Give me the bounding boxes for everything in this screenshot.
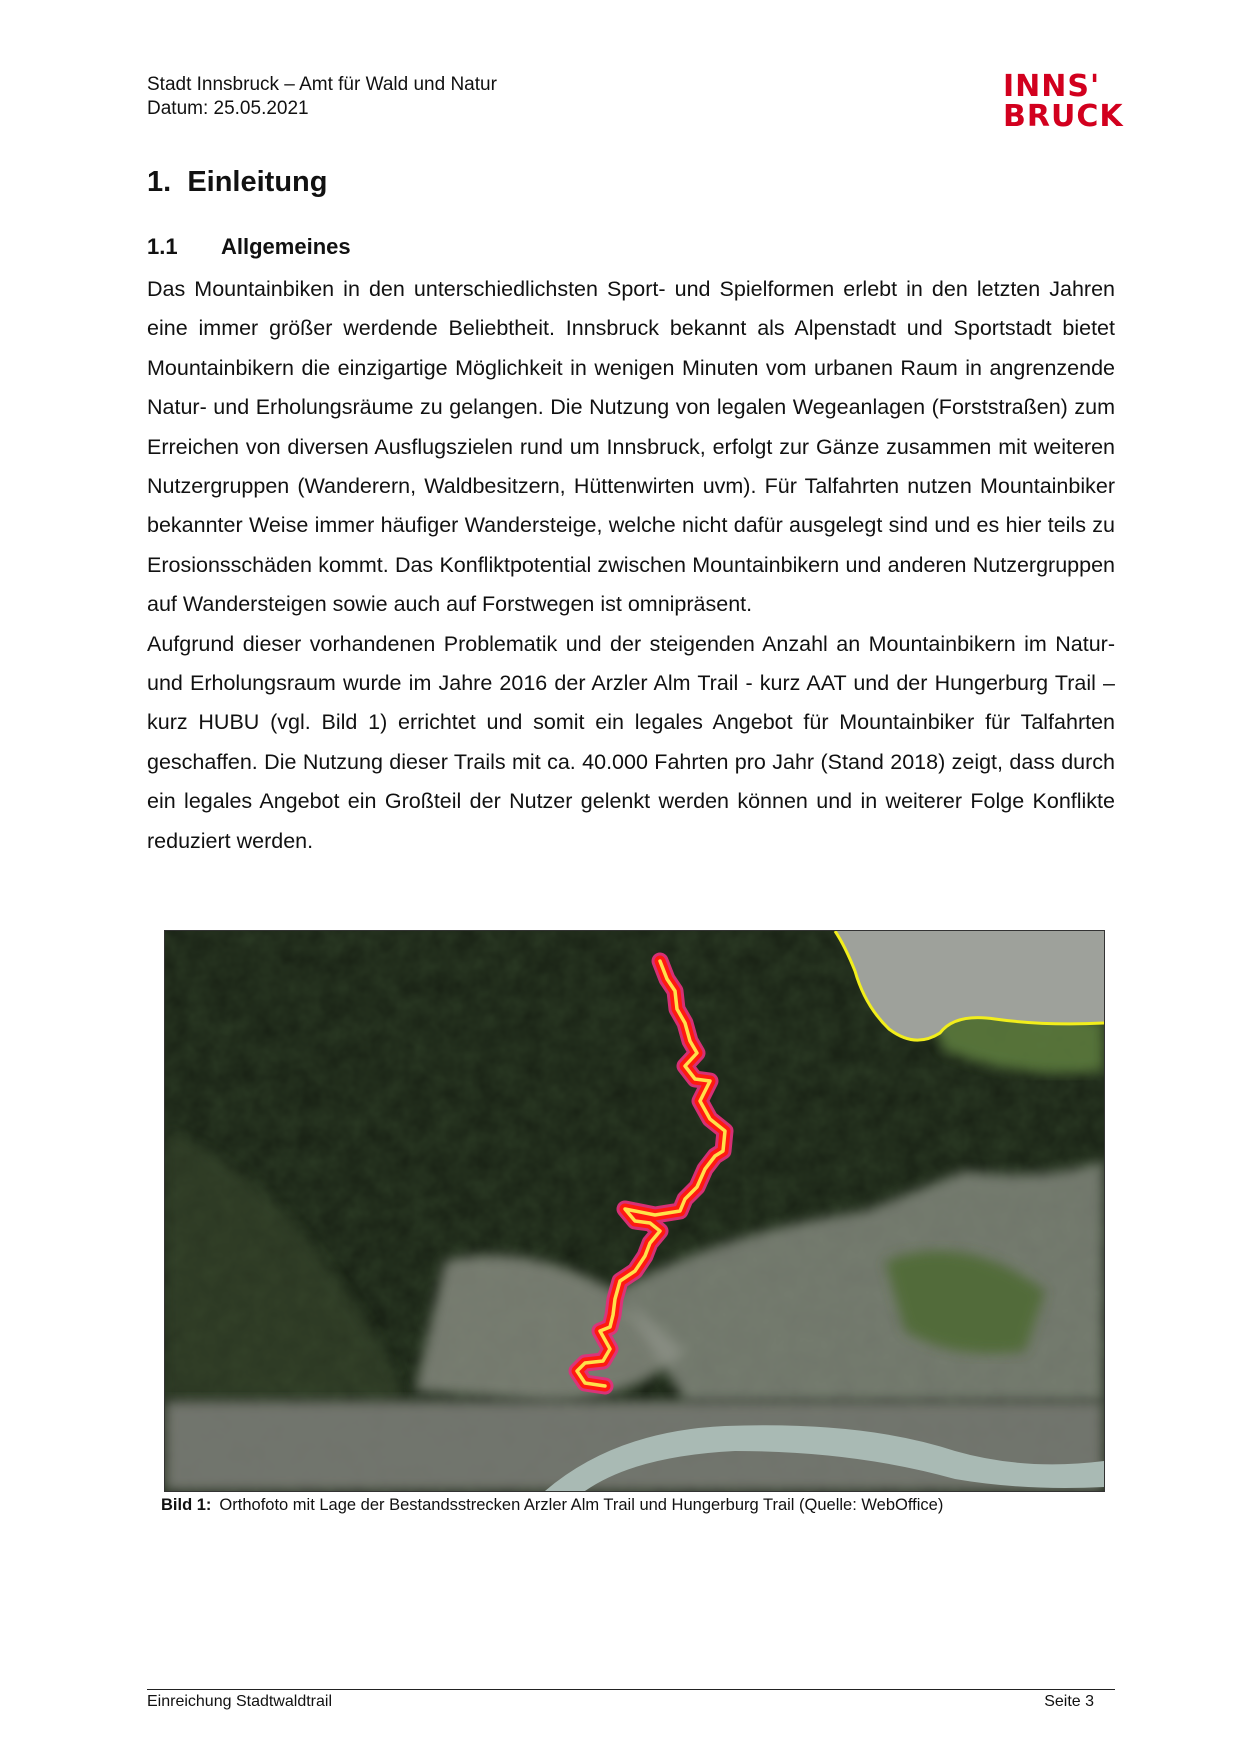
figure-caption xyxy=(161,1496,943,1515)
subsection-number: 1.1 xyxy=(147,234,178,259)
header-organization: Stadt Innsbruck – Amt für Wald und Natur xyxy=(147,74,497,95)
document-header xyxy=(147,73,497,121)
header-date: Datum: 25.05.2021 xyxy=(147,98,309,119)
figure-caption-text: Orthofoto mit Lage der Bestandsstrecken Arzler Alm Trail und Hungerburg Trail (Quelle: WebOffice) xyxy=(219,1496,944,1514)
subsection-heading xyxy=(147,234,351,260)
logo-line-1: INNS' xyxy=(1003,69,1101,104)
section-title: Einleitung xyxy=(187,166,328,198)
page-number: Seite 3 xyxy=(1044,1693,1094,1710)
figure-label: Bild 1: xyxy=(161,1496,212,1514)
footer-title: Einreichung Stadtwaldtrail xyxy=(147,1693,332,1710)
paragraph: Aufgrund dieser vorhandenen Problematik und der steigenden Anzahl an Mountainbikern im Natur- und Erholungsraum wurde im Jahre 2016 der Arzler Alm Trail - kurz AAT und der Hungerburg Trail – kurz HUBU (vgl. Bild 1) errichtet und somit ein legales Angebot für Mountainbiker für Talfahrten geschaffen. Die Nutzung dieser Trails mit ca. 40.000 Fahrten pro Jahr (Stand 2018) zeigt, dass durch ein legales Angebot ein Großteil der Nutzer gelenkt werden können und in weiterer Folge Konflikte reduziert werden. xyxy=(147,631,1115,853)
orthophoto-figure xyxy=(164,930,1105,1492)
innsbruck-logo xyxy=(1003,69,1124,134)
footer-divider xyxy=(147,1689,1115,1690)
section-heading xyxy=(147,166,327,199)
section-number: 1. xyxy=(147,166,172,198)
orthophoto-map xyxy=(165,931,1104,1491)
paragraph: Das Mountainbiken in den unterschiedlichsten Sport- und Spielformen erlebt in den letzten Jahren eine immer größer werdende Beliebtheit. Innsbruck bekannt als Alpenstadt und Sportstadt bietet Mountainbikern die einzigartige Möglichkeit in wenigen Minuten vom urbanen Raum in angrenzende Natur- und Erholungsräume zu gelangen. Die Nutzung von legalen Wegeanlagen (Forststraßen) zum Erreichen von diversen Ausflugszielen rund um Innsbruck, erfolgt zur Gänze zusammen mit weiteren Nutzergruppen (Wanderern, Waldbesitzern, Hüttenwirten uvm). Für Talfahrten nutzen Mountainbiker bekannter Weise immer häufiger Wandersteige, welche nicht dafür ausgelegt sind und es hier teils zu Erosionsschäden kommt. Das Konfliktpotential zwischen Mountainbikern und anderen Nutzergruppen auf Wandersteigen sowie auch auf Forstwegen ist omnipräsent. xyxy=(147,277,1115,617)
body-text xyxy=(147,270,1115,861)
subsection-title: Allgemeines xyxy=(221,234,351,259)
logo-line-2: BRUCK xyxy=(1003,99,1124,134)
